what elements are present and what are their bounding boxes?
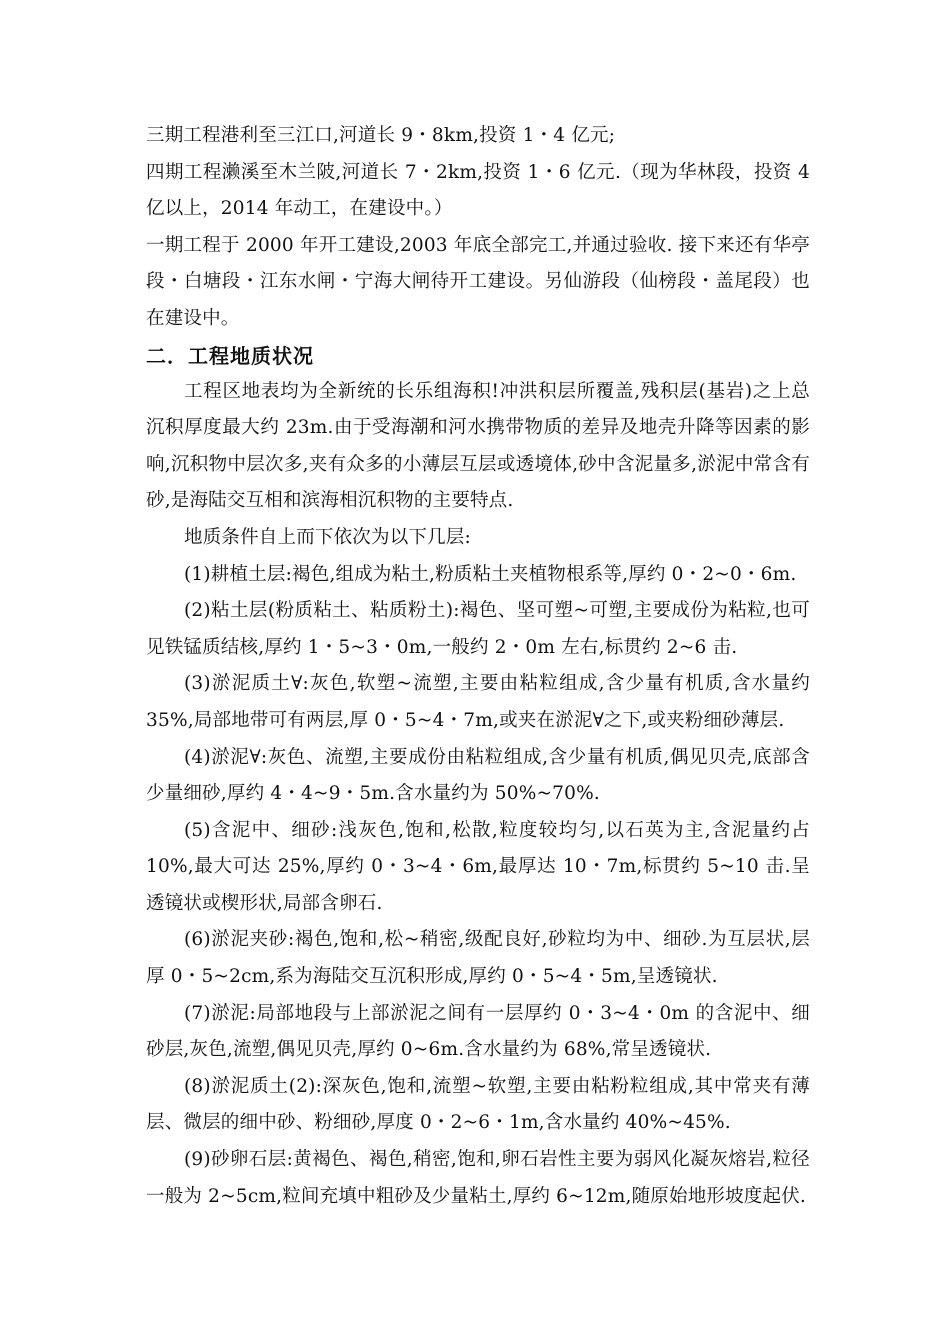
paragraph-layer-9: (9)砂卵石层:黄褐色、褐色,稍密,饱和,卵石岩性主要为弱风化凝灰熔岩,粒径一般为 2~5cm,粒间充填中粗砂及少量粘土,厚约 6~12m,随原始地形坡度起伏.: [146, 1149, 810, 1207]
paragraph-layer-6: (6)淤泥夹砂:褐色,饱和,松~稍密,级配良好,砂粒均为中、细砂.为互层状,层厚 0・5~2cm,系为海陆交互沉积形成,厚约 0・5~4・5m,呈透镜状.: [146, 929, 810, 988]
paragraph-layer-5: (5)含泥中、细砂:浅灰色,饱和,松散,粒度较均匀,以石英为主,含泥量约占 10%,最大可达 25%,厚约 0・3~4・6m,最厚达 10・7m,标贯约 5~10 击.呈透镜状或楔形状,局部含卵石.: [146, 819, 810, 914]
paragraph-layer-3: (3)淤泥质土∀:灰色,软塑~流塑,主要由粘粒组成,含少量有机质,含水量约 35%,局部地带可有两层,厚 0・5~4・7m,或夹在淤泥∀之下,或夹粉细砂薄层.: [146, 673, 810, 731]
section-heading-geology: 二．工程地质状况: [146, 343, 314, 368]
paragraph-layer-2: (2)粘土层(粉质粘土、粘质粉土):褐色、坚可塑~可塑,主要成份为粘粒,也可见铁锰质结核,厚约 1・5~3・0m,一般约 2・0m 左右,标贯约 2~6 击.: [146, 600, 810, 658]
paragraph-phase-one: 一期工程于 2000 年开工建设,2003 年底全部完工,并通过验收. 接下来还有华亭段・白塘段・江东水闸・宁海大闸待开工建设。另仙游段（仙榜段・盖尾段）也在建设中。: [146, 234, 810, 329]
paragraph-layers-intro: 地质条件自上而下依次为以下几层:: [184, 526, 471, 548]
paragraph-phase-four: 四期工程濑溪至木兰陂,河道长 7・2km,投资 1・6 亿元.（现为华林段，投资 4 亿以上，2014 年动工，在建设中。）: [146, 161, 810, 220]
paragraph-layer-1: (1)耕植土层:褐色,组成为粘土,粉质粘土夹植物根系等,厚约 0・2~0・6m.: [184, 563, 797, 585]
paragraph-layer-4: (4)淤泥∀:灰色、流塑,主要成份由粘粒组成,含少量有机质,偶见贝壳,底部含少量细砂,厚约 4・4~9・5m.含水量约为 50%~70%.: [146, 746, 810, 805]
document-page: [146, 118, 810, 1215]
paragraph-layer-8: (8)淤泥质土(2):深灰色,饱和,流塑~软塑,主要由粘粉粒组成,其中常夹有薄层、微层的细中砂、粉细砂,厚度 0・2~6・1m,含水量约 40%~45%.: [146, 1075, 810, 1134]
paragraph-layer-7: (7)淤泥:局部地段与上部淤泥之间有一层厚约 0・3~4・0m 的含泥中、细砂层,灰色,流塑,偶见贝壳,厚约 0~6m.含水量约为 68%,常呈透镜状.: [146, 1002, 810, 1061]
paragraph-phase-three: 三期工程港利至三江口,河道长 9・8km,投资 1・4 亿元;: [146, 125, 616, 146]
paragraph-geology-overview: 工程区地表均为全新统的长乐组海积!冲洪积层所覆盖,残积层(基岩)之上总沉积厚度最大约 23m.由于受海潮和河水携带物质的差异及地壳升降等因素的影响,沉积物中层次多,夹有众多的小薄层互层或透境体,砂中含泥量多,淤泥中常含有砂,是海陆交互相和滨海相沉积物的主要特点.: [146, 380, 810, 512]
